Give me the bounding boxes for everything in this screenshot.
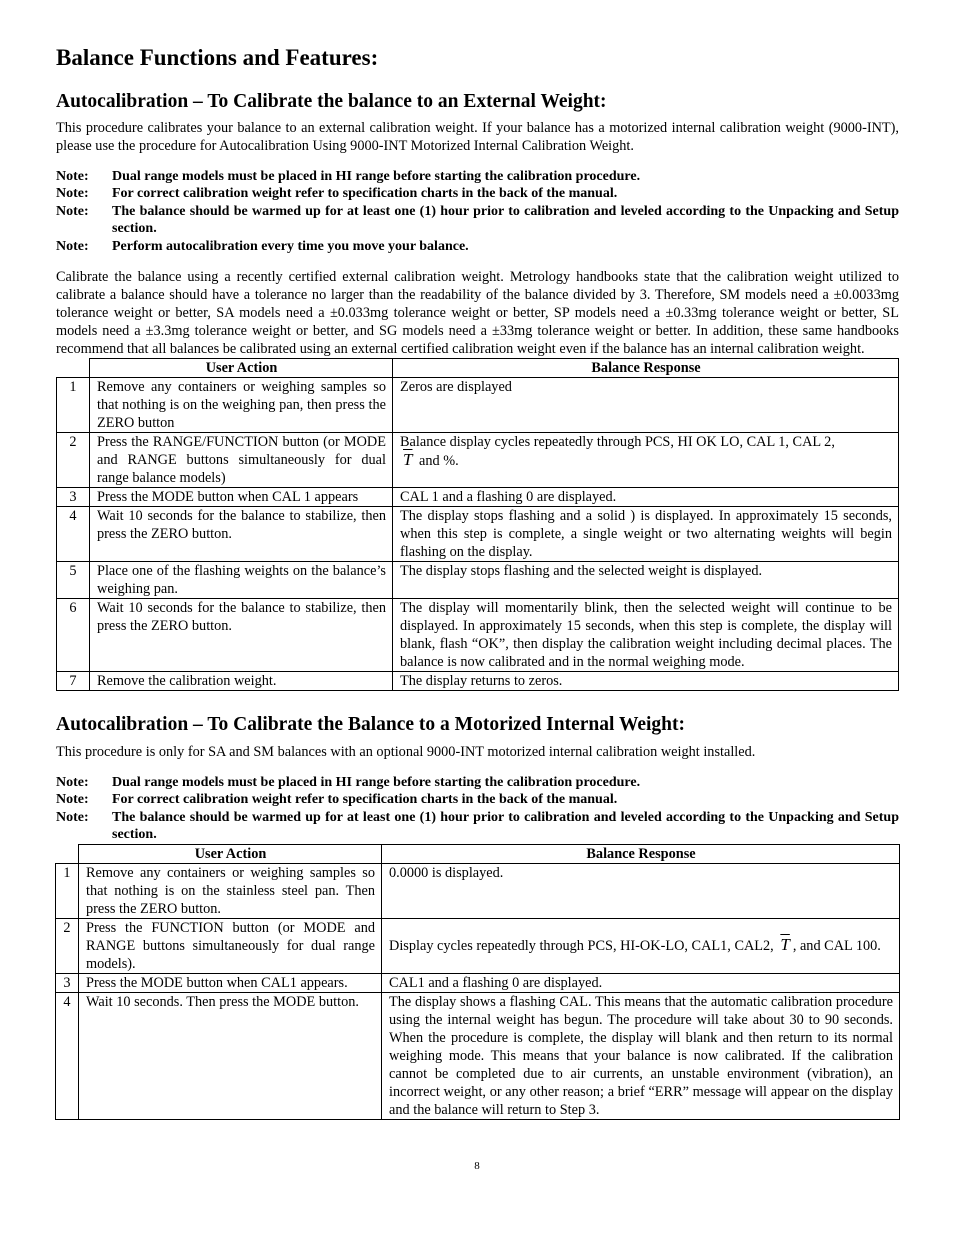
step-number: 5 — [57, 562, 90, 599]
step-response: The display stops flashing and a solid ) is displayed. In approximately 15 seconds, when this step is complete, a single weight or two alternating weights will begin flashing on the display. — [393, 507, 899, 562]
step-action: Wait 10 seconds. Then press the MODE button. — [79, 992, 382, 1119]
step-number: 2 — [56, 918, 79, 973]
step-action: Remove any containers or weighing samples so that nothing is on the weighing pan, then press the ZERO button — [90, 378, 393, 433]
response-text: and %. — [419, 453, 459, 470]
table-row — [56, 863, 900, 918]
note-label: Note: — [56, 809, 89, 825]
page-number: 8 — [474, 1160, 480, 1172]
note — [56, 203, 899, 238]
section1-intro: This procedure calibrates your balance to an external calibration weight. If your balance has a motorized internal calibration weight (9000-INT), please use the procedure for Autocalibration Using 9000-INT Motorized Internal Calibration Weight. — [56, 119, 899, 154]
internal-calibration-table — [55, 844, 900, 1120]
external-calibration-table — [56, 358, 899, 691]
section2-intro: This procedure is only for SA and SM balances with an optional 9000-INT motorized internal calibration weight installed. — [56, 743, 756, 760]
step-action: Press the MODE button when CAL1 appears. — [79, 973, 382, 992]
step-number: 6 — [57, 599, 90, 672]
table-row — [57, 378, 899, 433]
note-label: Note: — [56, 186, 89, 202]
response-text: Display cycles repeatedly through PCS, HI-OK-LO, CAL1, CAL2, — [389, 938, 774, 955]
note-text: The balance should be warmed up for at least one (1) hour prior to calibration and leveled according to the Unpacking and Setup section. — [112, 203, 899, 237]
page-title: Balance Functions and Features: — [56, 45, 379, 70]
step-response: 0.0000 is displayed. — [382, 863, 900, 918]
header-blank — [57, 359, 90, 378]
step-number: 1 — [56, 863, 79, 918]
table-row — [57, 599, 899, 672]
note — [56, 791, 899, 809]
note-label: Note: — [56, 203, 89, 219]
response-text: Balance display cycles repeatedly through PCS, HI OK LO, CAL 1, CAL 2, — [400, 434, 835, 451]
table-header-row — [57, 359, 899, 378]
step-action: Press the RANGE/FUNCTION button (or MODE and RANGE buttons simultaneously for dual range balance models) — [90, 433, 393, 488]
step-response: The display shows a flashing CAL. This means that the automatic calibration procedure using the internal weight has begun. The procedure will take about 30 to 90 seconds. When the procedure is complete, the display will blank and then return to its normal weighing mode. This means that your balance is now calibrated. If the calibration cannot be completed due to air currents, an unstable environment (vibration), an incorrect weight, or any other reason; a brief “ERR” message will appear on the display and the balance will return to Step 3. — [382, 992, 900, 1119]
table-row — [57, 433, 899, 488]
table-row — [57, 562, 899, 599]
step-number: 4 — [57, 507, 90, 562]
header-user-action: User Action — [79, 844, 382, 863]
note — [56, 774, 899, 792]
section2-heading: Autocalibration – To Calibrate the Balance to a Motorized Internal Weight: — [56, 714, 686, 736]
step-response: The display returns to zeros. — [393, 672, 899, 691]
header-blank — [56, 844, 79, 863]
step-action: Remove the calibration weight. — [90, 672, 393, 691]
note — [56, 168, 899, 186]
header-balance-response: Balance Response — [393, 359, 899, 378]
note-text: For correct calibration weight refer to specification charts in the back of the manual. — [112, 186, 618, 202]
step-number: 3 — [57, 488, 90, 507]
table-header-row — [56, 844, 900, 863]
step-action: Press the MODE button when CAL 1 appears — [90, 488, 393, 507]
header-user-action: User Action — [90, 359, 393, 378]
step-number: 2 — [57, 433, 90, 488]
step-action: Press the FUNCTION button (or MODE and RANGE buttons simultaneously for dual range models). — [79, 918, 382, 973]
note-text: Dual range models must be placed in HI range before starting the calibration procedure. — [112, 774, 641, 790]
note — [56, 809, 899, 844]
step-action: Wait 10 seconds for the balance to stabilize, then press the ZERO button. — [90, 599, 393, 672]
table-row — [57, 507, 899, 562]
step-number: 1 — [57, 378, 90, 433]
step-action: Wait 10 seconds for the balance to stabilize, then press the ZERO button. — [90, 507, 393, 562]
step-number: 7 — [57, 672, 90, 691]
table-row — [56, 973, 900, 992]
note-label: Note: — [56, 238, 89, 254]
header-balance-response: Balance Response — [382, 844, 900, 863]
step-response: The display stops flashing and the selected weight is displayed. — [393, 562, 899, 599]
tare-symbol-icon: $\overline{T}$ — [403, 450, 413, 470]
tare-symbol-icon: $\overline{T}$ — [780, 935, 790, 955]
note-label: Note: — [56, 774, 89, 790]
note-text: Dual range models must be placed in HI range before starting the calibration procedure. — [112, 168, 641, 184]
step-action: Place one of the flashing weights on the balance’s weighing pan. — [90, 562, 393, 599]
step-response — [393, 433, 899, 488]
manual-page — [56, 44, 899, 1120]
section2-notes — [56, 774, 899, 844]
section1-notes — [56, 168, 899, 256]
step-response: CAL 1 and a flashing 0 are displayed. — [393, 488, 899, 507]
section1-paragraph: Calibrate the balance using a recently certified external calibration weight. Metrology handbooks state that the calibration weight utilized to calibrate a balance should have a tolerance no larger than the readability of the balance divided by 3. Therefore, SM models need a ±0.0033mg tolerance weight or better, SA models need a ±0.033mg tolerance weight or better, SP models need a ±0.33mg tolerance weight or better, SL models need a ±3.3mg tolerance weight or better, and SG models need a ±33mg tolerance weight or better. In addition, these same handbooks recommend that all balances be calibrated using an external certified calibration weight even if the balance has an internal calibration weight. — [56, 269, 899, 358]
section1-heading: Autocalibration – To Calibrate the balance to an External Weight: — [56, 90, 607, 112]
note-label: Note: — [56, 792, 89, 808]
note-label: Note: — [56, 168, 89, 184]
note-text: For correct calibration weight refer to specification charts in the back of the manual. — [112, 792, 618, 808]
table-row — [57, 488, 899, 507]
step-number: 3 — [56, 973, 79, 992]
step-number: 4 — [56, 992, 79, 1119]
note-text: The balance should be warmed up for at least one (1) hour prior to calibration and leveled according to the Unpacking and Setup section. — [112, 809, 899, 843]
step-response — [382, 918, 900, 973]
step-response: Zeros are displayed — [393, 378, 899, 433]
table-row — [56, 918, 900, 973]
note — [56, 238, 899, 256]
note-text: Perform autocalibration every time you move your balance. — [112, 238, 469, 254]
step-response: CAL1 and a flashing 0 are displayed. — [382, 973, 900, 992]
step-response: The display will momentarily blink, then the selected weight will continue to be displayed. In approximately 15 seconds, when this step is complete, the display will blank, flash “OK”, then display the calibration weight including decimal places. The balance is now calibrated and in the normal weighing mode. — [393, 599, 899, 672]
step-action: Remove any containers or weighing samples so that nothing is on the stainless steel pan. Then press the ZERO button. — [79, 863, 382, 918]
table-row — [57, 672, 899, 691]
table-row — [56, 992, 900, 1119]
note — [56, 185, 899, 203]
response-text: , and CAL 100. — [792, 938, 881, 955]
